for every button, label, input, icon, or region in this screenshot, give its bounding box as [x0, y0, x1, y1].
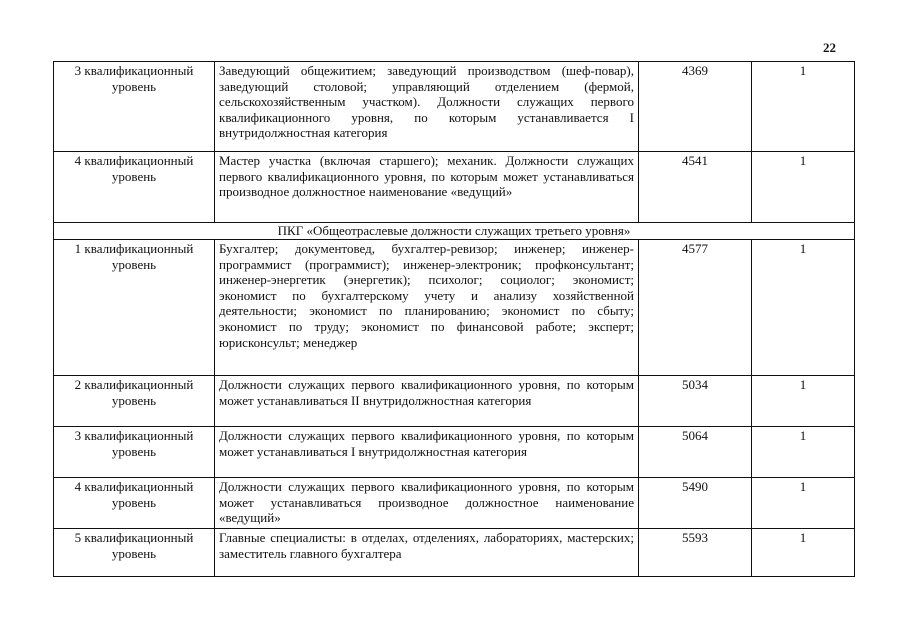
- table-row: [54, 376, 855, 427]
- level-cell: 3 квалификационный уровень: [54, 427, 215, 478]
- count-cell: 1: [752, 152, 855, 223]
- table-row: [54, 240, 855, 376]
- count-cell: 1: [752, 62, 855, 152]
- level-cell: 1 квалификационный уровень: [54, 240, 215, 376]
- table-row: [54, 529, 855, 577]
- description-cell: Бухгалтер; документовед, бухгалтер-ревизор; инженер; инженер-программист (программист); инженер-электроник; профконсультант; инженер-энергетик (энергетик); психолог; социолог; экономист; экономист по бухгалтерскому учету и анализу хозяйственной деятельности; экономист по планированию; экономист по сбыту; экономист по труду; экономист по финансовой работе; эксперт; юрисконсульт; менеджер: [215, 240, 639, 376]
- description-cell: Должности служащих первого квалификационного уровня, по которым может устанавливаться I внутридолжностная категория: [215, 427, 639, 478]
- qualification-table: [53, 61, 855, 577]
- salary-cell: 5034: [639, 376, 752, 427]
- level-cell: 2 квалификационный уровень: [54, 376, 215, 427]
- level-cell: 4 квалификационный уровень: [54, 478, 215, 529]
- count-cell: 1: [752, 529, 855, 577]
- count-cell: 1: [752, 240, 855, 376]
- description-cell: Мастер участка (включая старшего); механик. Должности служащих первого квалификационного уровня, по которым может устанавливаться производное должностное наименование «ведущий»: [215, 152, 639, 223]
- description-cell: Должности служащих первого квалификационного уровня, по которым может устанавливаться производное должностное наименование «ведущий»: [215, 478, 639, 529]
- salary-cell: 4541: [639, 152, 752, 223]
- count-cell: 1: [752, 427, 855, 478]
- table-row: [54, 478, 855, 529]
- count-cell: 1: [752, 478, 855, 529]
- table-row: [54, 62, 855, 152]
- page-number: 22: [823, 40, 836, 55]
- salary-cell: 5490: [639, 478, 752, 529]
- salary-cell: 5593: [639, 529, 752, 577]
- description-cell: Заведующий общежитием; заведующий производством (шеф-повар), заведующий столовой; управляющий отделением (фермой, сельскохозяйственным участком). Должности служащих первого квалификационного уровня, по которым устанавливается I внутридолжностная категория: [215, 62, 639, 152]
- level-cell: 4 квалификационный уровень: [54, 152, 215, 223]
- salary-cell: 4369: [639, 62, 752, 152]
- table-row: [54, 152, 855, 223]
- description-cell: Главные специалисты: в отделах, отделениях, лабораториях, мастерских; заместитель главного бухгалтера: [215, 529, 639, 577]
- level-cell: 5 квалификационный уровень: [54, 529, 215, 577]
- salary-cell: 4577: [639, 240, 752, 376]
- count-cell: 1: [752, 376, 855, 427]
- salary-cell: 5064: [639, 427, 752, 478]
- level-cell: 3 квалификационный уровень: [54, 62, 215, 152]
- table-row: [54, 427, 855, 478]
- description-cell: Должности служащих первого квалификационного уровня, по которым может устанавливаться II внутридолжностная категория: [215, 376, 639, 427]
- group-header-row: [54, 223, 855, 240]
- group-header: ПКГ «Общеотраслевые должности служащих третьего уровня»: [54, 223, 855, 240]
